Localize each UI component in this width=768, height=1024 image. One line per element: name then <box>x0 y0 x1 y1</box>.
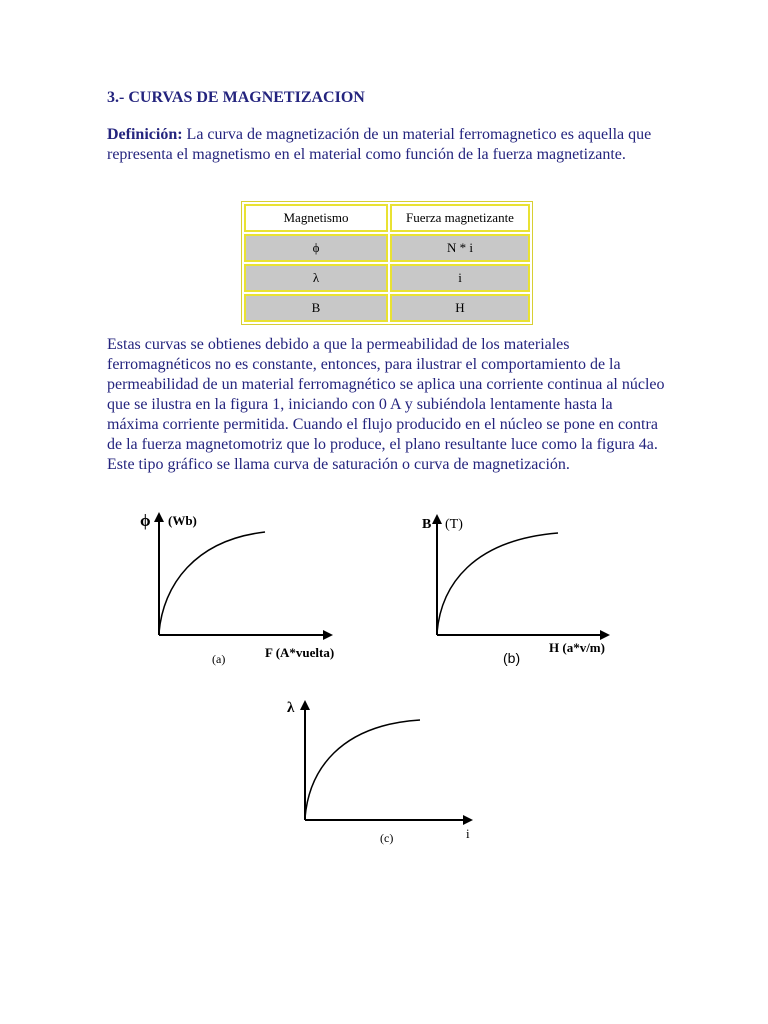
x-label: F (A*vuelta) <box>265 645 335 660</box>
definition-paragraph <box>107 125 667 165</box>
magnetization-curve <box>437 533 558 633</box>
explanation-paragraph: Estas curvas se obtienes debido a que la permeabilidad de los materiales ferromagnéticos no es constante, entonces, para ilustrar el comportamiento de la permeabilidad de un material ferromagnético se aplica una corriente continua al núcleo que se ilustra en la figura 1, iniciando con 0 A y subiéndola lentamente hasta la máxima corriente permitida. Cuando el flujo producido en el núcleo se pone en contra de la fuerza magnetomotriz que lo produce, el plano resultante luce como la figura 4a. Este tipo gráfico se llama curva de saturación o curva de magnetización. <box>107 336 665 473</box>
figure-caption: (a) <box>212 652 226 666</box>
y-unit: (Wb) <box>168 513 197 528</box>
x-label: i <box>466 826 470 841</box>
y-axis-arrow-icon <box>154 512 164 522</box>
figure-caption: (c) <box>380 831 394 845</box>
table-row <box>244 264 530 292</box>
magnetization-curve <box>305 720 420 818</box>
y-axis-arrow-icon <box>300 700 310 710</box>
x-axis-arrow-icon <box>323 630 333 640</box>
table-cell: H <box>390 294 530 322</box>
magnetism-table <box>241 201 533 325</box>
table-cell: N * i <box>390 234 530 262</box>
figure-a <box>140 511 334 666</box>
y-axis-arrow-icon <box>432 514 442 524</box>
x-axis-arrow-icon <box>600 630 610 640</box>
figure-b <box>422 514 610 666</box>
table-cell: B <box>244 294 388 322</box>
x-label: H (a*v/m) <box>549 640 605 655</box>
section-title: 3.- CURVAS DE MAGNETIZACION <box>107 89 365 106</box>
table-header-cell: Magnetismo <box>244 204 388 232</box>
magnetization-curve <box>159 532 265 633</box>
y-unit: (T) <box>445 517 463 532</box>
magnetization-figures <box>0 500 768 860</box>
table-row <box>244 234 530 262</box>
table-cell: ϕ <box>244 234 388 262</box>
table-header-row <box>244 204 530 232</box>
figure-c <box>287 700 473 845</box>
y-label: λ <box>287 700 295 716</box>
table-cell: λ <box>244 264 388 292</box>
x-axis-arrow-icon <box>463 815 473 825</box>
y-label: B <box>422 517 432 532</box>
table-row <box>244 294 530 322</box>
figure-caption: (b) <box>503 650 521 666</box>
definition-label: Definición: <box>107 126 183 143</box>
y-label: ϕ <box>140 511 151 530</box>
definition-text: La curva de magnetización de un material ferromagnetico es aquella que representa el magnetismo en el material como función de la fuerza magnetizante. <box>107 126 652 163</box>
table-header-cell: Fuerza magnetizante <box>390 204 530 232</box>
table-cell: i <box>390 264 530 292</box>
